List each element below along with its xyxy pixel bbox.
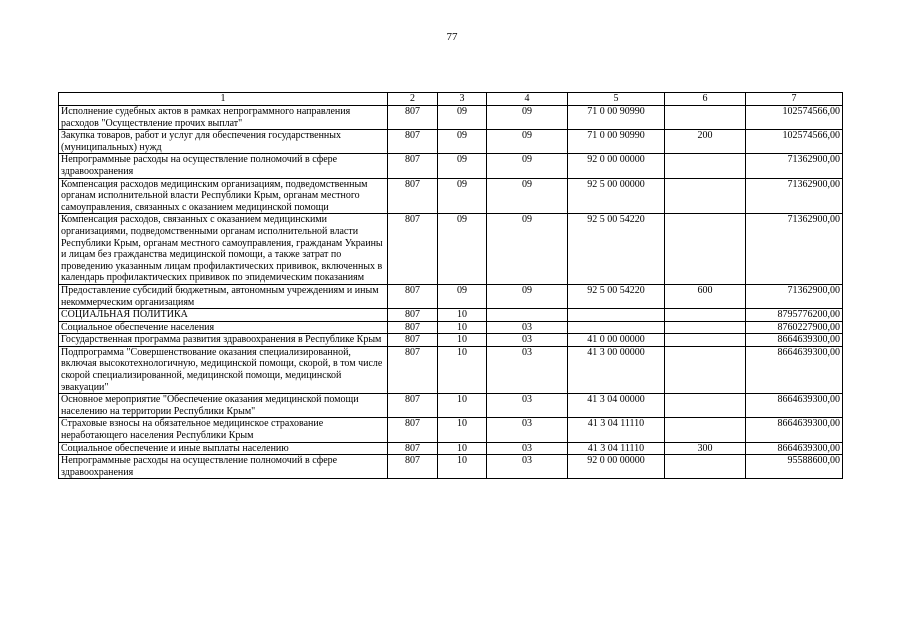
row-expense-type	[665, 309, 746, 322]
header-cell: 2	[388, 93, 438, 106]
row-expense-type	[665, 346, 746, 393]
row-expense-type	[665, 154, 746, 178]
table-row	[59, 418, 843, 442]
row-section-code: 807	[388, 346, 438, 393]
row-target-article: 92 5 00 54220	[568, 284, 665, 308]
row-section-code: 807	[388, 178, 438, 214]
row-target-article: 41 0 00 00000	[568, 334, 665, 347]
row-amount: 95588600,00	[746, 455, 843, 479]
row-name: Социальное обеспечение и иные выплаты населению	[59, 442, 388, 455]
row-target-article: 92 0 00 00000	[568, 455, 665, 479]
row-amount: 8760227900,00	[746, 321, 843, 334]
row-chapter-code: 10	[438, 442, 487, 455]
row-target-article: 92 5 00 54220	[568, 214, 665, 285]
row-target-article: 41 3 04 11110	[568, 442, 665, 455]
row-name: Закупка товаров, работ и услуг для обеспечения государственных (муниципальных) нужд	[59, 130, 388, 154]
row-section-code: 807	[388, 418, 438, 442]
header-cell: 3	[438, 93, 487, 106]
row-section-code: 807	[388, 284, 438, 308]
row-target-article: 41 3 00 00000	[568, 346, 665, 393]
row-subsection-code: 03	[487, 334, 568, 347]
row-section-code: 807	[388, 455, 438, 479]
row-expense-type	[665, 106, 746, 130]
row-section-code: 807	[388, 154, 438, 178]
table-row	[59, 106, 843, 130]
row-amount: 71362900,00	[746, 214, 843, 285]
row-subsection-code: 09	[487, 214, 568, 285]
row-expense-type	[665, 394, 746, 418]
row-subsection-code: 03	[487, 394, 568, 418]
row-chapter-code: 09	[438, 284, 487, 308]
row-expense-type	[665, 178, 746, 214]
table-row	[59, 321, 843, 334]
row-subsection-code	[487, 309, 568, 322]
row-chapter-code: 10	[438, 321, 487, 334]
table-row	[59, 284, 843, 308]
table-row	[59, 309, 843, 322]
row-expense-type	[665, 455, 746, 479]
header-cell: 5	[568, 93, 665, 106]
row-target-article	[568, 309, 665, 322]
row-chapter-code: 09	[438, 154, 487, 178]
row-section-code: 807	[388, 442, 438, 455]
table-row	[59, 394, 843, 418]
header-cell: 7	[746, 93, 843, 106]
row-amount: 8664639300,00	[746, 442, 843, 455]
row-section-code: 807	[388, 334, 438, 347]
row-section-code: 807	[388, 214, 438, 285]
table-row	[59, 334, 843, 347]
header-row	[59, 93, 843, 106]
row-name: Исполнение судебных актов в рамках непрограммного направления расходов "Осуществление прочих выплат"	[59, 106, 388, 130]
table-row	[59, 346, 843, 393]
row-subsection-code: 03	[487, 346, 568, 393]
row-section-code: 807	[388, 130, 438, 154]
row-target-article: 41 3 04 00000	[568, 394, 665, 418]
row-name: Основное мероприятие "Обеспечение оказания медицинской помощи населению на территории Республики Крым"	[59, 394, 388, 418]
row-amount: 8664639300,00	[746, 334, 843, 347]
row-name: Социальное обеспечение населения	[59, 321, 388, 334]
row-subsection-code: 09	[487, 106, 568, 130]
row-subsection-code: 09	[487, 154, 568, 178]
row-expense-type	[665, 418, 746, 442]
table-row	[59, 214, 843, 285]
row-subsection-code: 03	[487, 418, 568, 442]
row-amount: 71362900,00	[746, 154, 843, 178]
row-amount: 8664639300,00	[746, 418, 843, 442]
row-target-article	[568, 321, 665, 334]
row-chapter-code: 10	[438, 334, 487, 347]
page-number: 77	[446, 31, 458, 43]
row-name: СОЦИАЛЬНАЯ ПОЛИТИКА	[59, 309, 388, 322]
row-expense-type: 300	[665, 442, 746, 455]
row-chapter-code: 10	[438, 346, 487, 393]
table-row	[59, 442, 843, 455]
row-expense-type	[665, 321, 746, 334]
table-row	[59, 455, 843, 479]
row-amount: 102574566,00	[746, 106, 843, 130]
row-amount: 102574566,00	[746, 130, 843, 154]
row-section-code: 807	[388, 309, 438, 322]
row-expense-type	[665, 214, 746, 285]
row-subsection-code: 09	[487, 130, 568, 154]
row-amount: 8664639300,00	[746, 394, 843, 418]
row-chapter-code: 10	[438, 418, 487, 442]
row-chapter-code: 09	[438, 130, 487, 154]
row-expense-type: 200	[665, 130, 746, 154]
row-expense-type: 600	[665, 284, 746, 308]
row-target-article: 41 3 04 11110	[568, 418, 665, 442]
table-row	[59, 130, 843, 154]
row-chapter-code: 10	[438, 394, 487, 418]
row-name: Подпрограмма "Совершенствование оказания специализированной, включая высокотехнологичную, медицинской помощи, скорой, в том числе скорой специализированной, медицинской помощи, медицинской эвакуации"	[59, 346, 388, 393]
row-name: Непрограммные расходы на осуществление полномочий в сфере здравоохранения	[59, 455, 388, 479]
row-amount: 71362900,00	[746, 178, 843, 214]
table-row	[59, 154, 843, 178]
row-target-article: 71 0 00 90990	[568, 106, 665, 130]
row-target-article: 92 0 00 00000	[568, 154, 665, 178]
row-subsection-code: 03	[487, 321, 568, 334]
row-chapter-code: 09	[438, 178, 487, 214]
table-row	[59, 178, 843, 214]
row-chapter-code: 09	[438, 214, 487, 285]
header-cell: 6	[665, 93, 746, 106]
row-chapter-code: 10	[438, 309, 487, 322]
row-subsection-code: 03	[487, 455, 568, 479]
row-chapter-code: 09	[438, 106, 487, 130]
row-subsection-code: 09	[487, 284, 568, 308]
row-chapter-code: 10	[438, 455, 487, 479]
row-amount: 71362900,00	[746, 284, 843, 308]
row-section-code: 807	[388, 321, 438, 334]
row-name: Государственная программа развития здравоохранения в Республике Крым	[59, 334, 388, 347]
budget-table	[58, 92, 843, 479]
row-amount: 8795776200,00	[746, 309, 843, 322]
row-expense-type	[665, 334, 746, 347]
row-target-article: 71 0 00 90990	[568, 130, 665, 154]
row-amount: 8664639300,00	[746, 346, 843, 393]
row-name: Компенсация расходов медицинским организациям, подведомственным органам исполнительной власти Республики Крым, органам местного самоуправления, связанных с оказанием медицинской помощи	[59, 178, 388, 214]
row-name: Компенсация расходов, связанных с оказанием медицинскими организациями, подведомственными органам исполнительной власти Республики Крым, органам местного самоуправления, гражданам Украины и лицам без гражданства медицинской помощи, а также затрат по проведению указанным лицам профилактических прививок, включенных в календарь профилактических прививок по эпидемическим показаниям	[59, 214, 388, 285]
row-name: Предоставление субсидий бюджетным, автономным учреждениям и иным некоммерческим организациям	[59, 284, 388, 308]
row-name: Непрограммные расходы на осуществление полномочий в сфере здравоохранения	[59, 154, 388, 178]
row-subsection-code: 09	[487, 178, 568, 214]
row-section-code: 807	[388, 106, 438, 130]
row-name: Страховые взносы на обязательное медицинское страхование неработающего населения Республики Крым	[59, 418, 388, 442]
row-target-article: 92 5 00 00000	[568, 178, 665, 214]
header-cell: 1	[59, 93, 388, 106]
row-subsection-code: 03	[487, 442, 568, 455]
row-section-code: 807	[388, 394, 438, 418]
header-cell: 4	[487, 93, 568, 106]
